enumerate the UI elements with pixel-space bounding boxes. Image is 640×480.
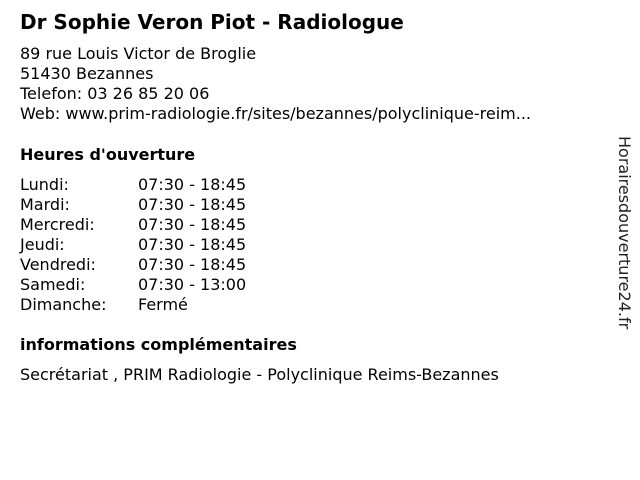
additional-info-heading: informations complémentaires: [20, 335, 297, 354]
hours-row: [20, 195, 246, 215]
opening-hours-table: [20, 175, 246, 315]
time-range: 07:30 - 13:00: [138, 275, 247, 294]
city-postcode: 51430 Bezannes: [20, 64, 154, 83]
phone-number: Telefon: 03 26 85 20 06: [20, 84, 210, 103]
street-address: 89 rue Louis Victor de Broglie: [20, 44, 257, 63]
page-title: Dr Sophie Veron Piot - Radiologue: [20, 10, 404, 34]
day-label: Mardi:: [20, 195, 70, 214]
day-label: Vendredi:: [20, 255, 96, 274]
hours-row: [20, 215, 246, 235]
time-range: 07:30 - 18:45: [138, 195, 247, 214]
time-range: 07:30 - 18:45: [138, 235, 247, 254]
time-range: 07:30 - 18:45: [138, 255, 247, 274]
day-label: Dimanche:: [20, 295, 107, 314]
time-range: 07:30 - 18:45: [138, 215, 247, 234]
opening-hours-heading: Heures d'ouverture: [20, 145, 196, 164]
time-range: Fermé: [138, 295, 188, 314]
hours-row: [20, 235, 246, 255]
site-brand-vertical: Horairesdouverture24.fr: [615, 136, 634, 330]
day-label: Lundi:: [20, 175, 69, 194]
contact-block: [20, 44, 531, 124]
day-label: Mercredi:: [20, 215, 95, 234]
website-link[interactable]: Web: www.prim-radiologie.fr/sites/bezannes/polyclinique-reim...: [20, 104, 531, 123]
hours-row: [20, 295, 246, 315]
hours-row: [20, 175, 246, 195]
additional-info-text: Secrétariat , PRIM Radiologie - Polyclinique Reims-Bezannes: [20, 365, 499, 384]
day-label: Samedi:: [20, 275, 86, 294]
day-label: Jeudi:: [20, 235, 65, 254]
hours-row: [20, 255, 246, 275]
time-range: 07:30 - 18:45: [138, 175, 247, 194]
hours-row: [20, 275, 246, 295]
